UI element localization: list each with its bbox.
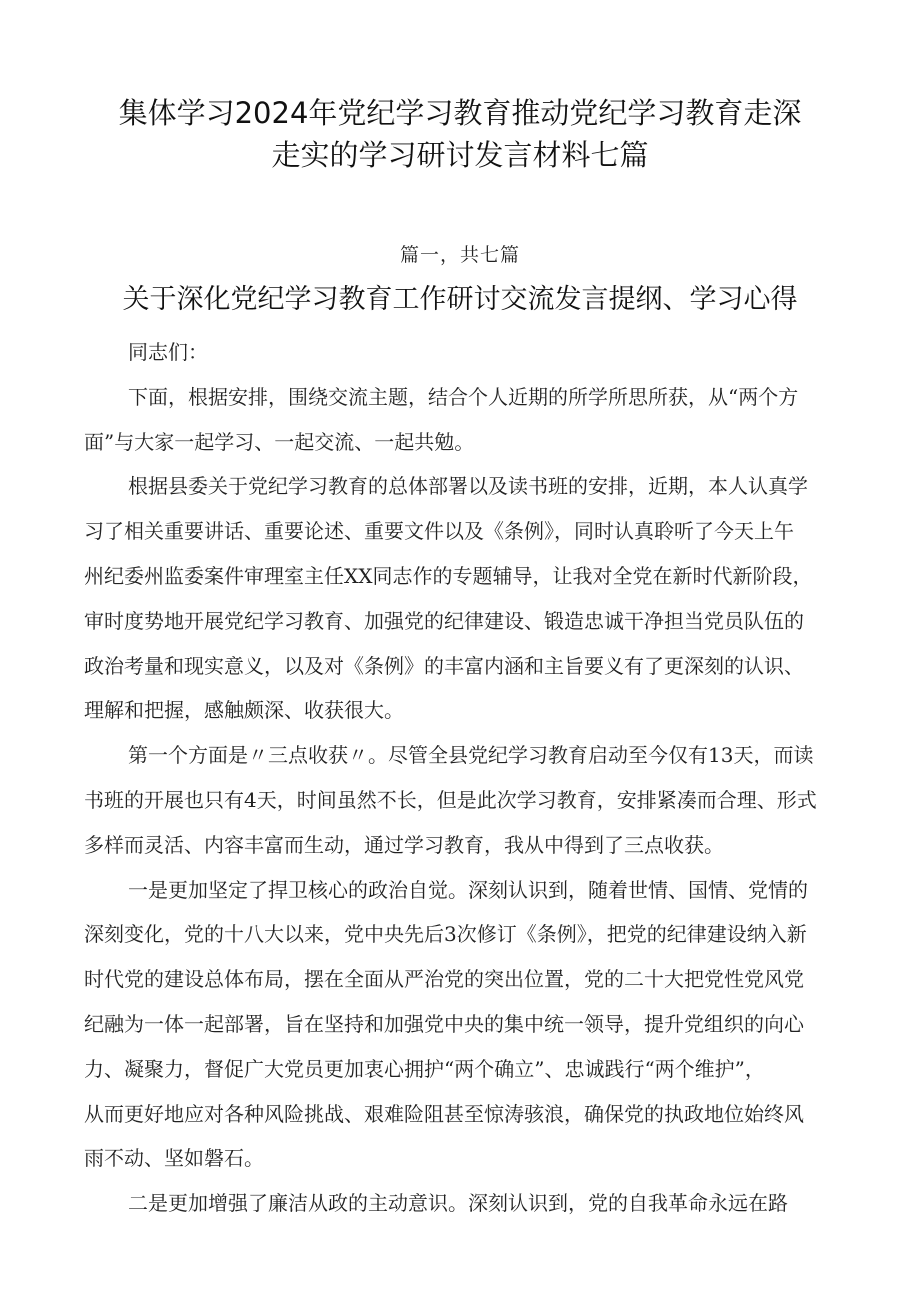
paragraph-line: 纪融为一体一起部署，旨在坚持和加强党中央的集中统一领导，提升党组织的向心: [84, 1011, 804, 1036]
title-line-2: 走实的学习研讨发言材料七篇: [271, 138, 649, 172]
greeting: 同志们：: [128, 340, 208, 364]
paragraph-line: 一是更加坚定了捍卫核心的政治自觉。深刻认识到，随着世情、国情、党情的: [128, 877, 808, 902]
paragraph-line: 州纪委州监委案件审理室主任XX同志作的专题辅导，让我对全党在新时代新阶段，: [84, 563, 813, 588]
paragraph-line: 深刻变化，党的十八大以来，党中央先后3次修订《条例》，把党的纪律建设纳入新: [84, 922, 807, 947]
paragraph-2: [84, 464, 864, 733]
paragraph-line: 二是更加增强了廉洁从政的主动意识。深刻认识到，党的自我革命永远在路: [128, 1191, 788, 1216]
paragraph-line: 理解和把握，感触颇深、收获很大。: [84, 698, 404, 723]
paragraph-line: 根据县委关于党纪学习教育的总体部署以及读书班的安排，近期，本人认真学: [128, 474, 808, 499]
paragraph-line: 书班的开展也只有4天，时间虽然不长，但是此次学习教育，安排紧凑而合理、形式: [84, 787, 817, 812]
paragraph-line: 雨不动、坚如磐石。: [84, 1146, 264, 1171]
paragraph-line: 多样而灵活、内容丰富而生动，通过学习教育，我从中得到了三点收获。: [84, 832, 724, 857]
section-label: 篇一，共七篇: [399, 244, 520, 266]
paragraph-line: 从而更好地应对各种风险挑战、艰难险阻甚至惊涛骇浪，确保党的执政地位始终风: [84, 1101, 804, 1126]
paragraph-line: 时代党的建设总体布局，摆在全面从严治党的突出位置，党的二十大把党性党风党: [84, 967, 804, 992]
paragraph-5: [84, 1181, 864, 1226]
paragraph-line: 第一个方面是〃三点收获〃。尽管全县党纪学习教育启动至今仅有13天，而读: [128, 743, 814, 768]
paragraph-line: 习了相关重要讲话、重要论述、重要文件以及《条例》，同时认真聆听了今天上午: [84, 519, 794, 544]
section-title: 关于深化党纪学习教育工作研讨交流发言提纲、学习心得: [122, 284, 798, 315]
paragraph-3: [84, 733, 864, 867]
paragraph-line: 力、凝聚力，督促广大党员更加衷心拥护“两个确立”、忠诚践行“两个维护”，: [84, 1056, 765, 1081]
paragraph-line: 政治考量和现实意义，以及对《条例》的丰富内涵和主旨要义有了更深刻的认识、: [84, 653, 804, 678]
paragraph-1: [84, 375, 864, 465]
body-text: [84, 330, 864, 1226]
paragraph-line: 面”与大家一起学习、一起交流、一起共勉。: [84, 429, 475, 454]
title-line-1: 集体学习2024年党纪学习教育推动党纪学习教育走深: [118, 96, 802, 130]
paragraph-line: 下面，根据安排，围绕交流主题，结合个人近期的所学所思所获，从“两个方: [128, 384, 799, 409]
document-title: [100, 92, 820, 176]
paragraph-4: [84, 868, 864, 1182]
paragraph-line: 审时度势地开展党纪学习教育、加强党的纪律建设、锻造忠诚干净担当党员队伍的: [84, 608, 804, 633]
